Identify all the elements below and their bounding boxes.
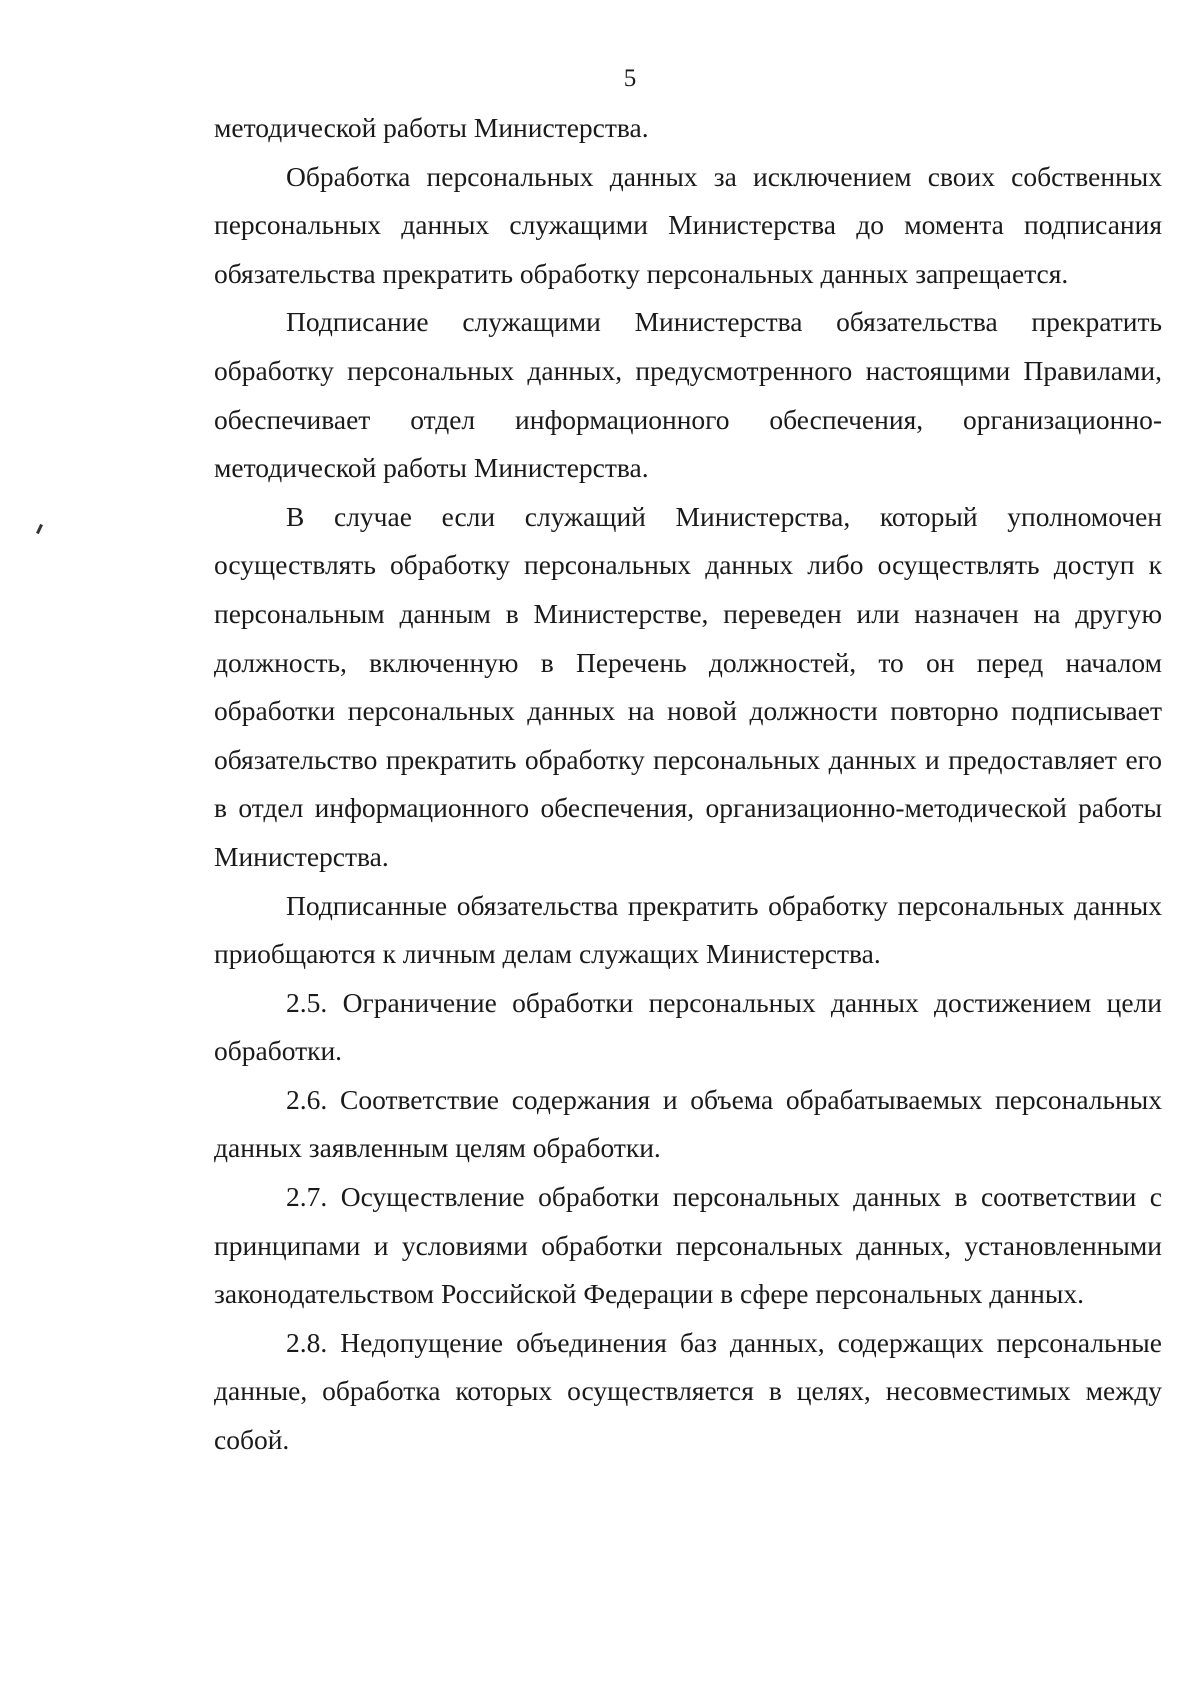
paragraph-processing-prohibition: Обработка персональных данных за исключением своих собственных персональных данных служащими Министерства до момента подписания обязательства прекратить обработку персональных данных запрещается. xyxy=(214,160,1162,289)
paragraph-transfer-case: В случае если служащий Министерства, который уполномочен осуществлять обработку персональных данных либо осуществлять доступ к персональным данным в Министерстве, переведен или назначен на другую должность, включенную в Перечень должностей, то он перед началом обработки персональных данных на новой должности повторно подписывает обязательство прекратить обработку персональных данных и предоставляет его в отдел информационного обеспечения, организационно-методической работы Министерства. xyxy=(214,500,1162,872)
paragraph-signing-obligation: Подписание служащими Министерства обязательства прекратить обработку персональных данных, предусмотренного настоящими Правилами, обеспечивает отдел информационного обеспечения, организационно-методической работы Министерства. xyxy=(214,306,1162,484)
paragraph-signed-obligations: Подписанные обязательства прекратить обработку персональных данных приобщаются к личным делам служащих Министерства. xyxy=(214,889,1162,970)
paragraph-continuation: методической работы Министерства. xyxy=(214,112,649,143)
paragraph-2-6: 2.6. Соответствие содержания и объема обрабатываемых персональных данных заявленным целям обработки. xyxy=(214,1083,1162,1164)
page-number: 5 xyxy=(623,65,637,92)
paragraph-2-7: 2.7. Осуществление обработки персональных данных в соответствии с принципами и условиями обработки персональных данных, установленными законодательством Российской Федерации в сфере персональных данных. xyxy=(214,1181,1162,1310)
document-body xyxy=(214,104,1162,1465)
paragraph-2-8: 2.8. Недопущение объединения баз данных, содержащих персональные данные, обработка которых осуществляется в целях, несовместимых между собой. xyxy=(214,1326,1162,1456)
paragraph-2-5: 2.5. Ограничение обработки персональных данных достижением цели обработки. xyxy=(214,986,1162,1067)
stray-mark xyxy=(36,524,43,534)
